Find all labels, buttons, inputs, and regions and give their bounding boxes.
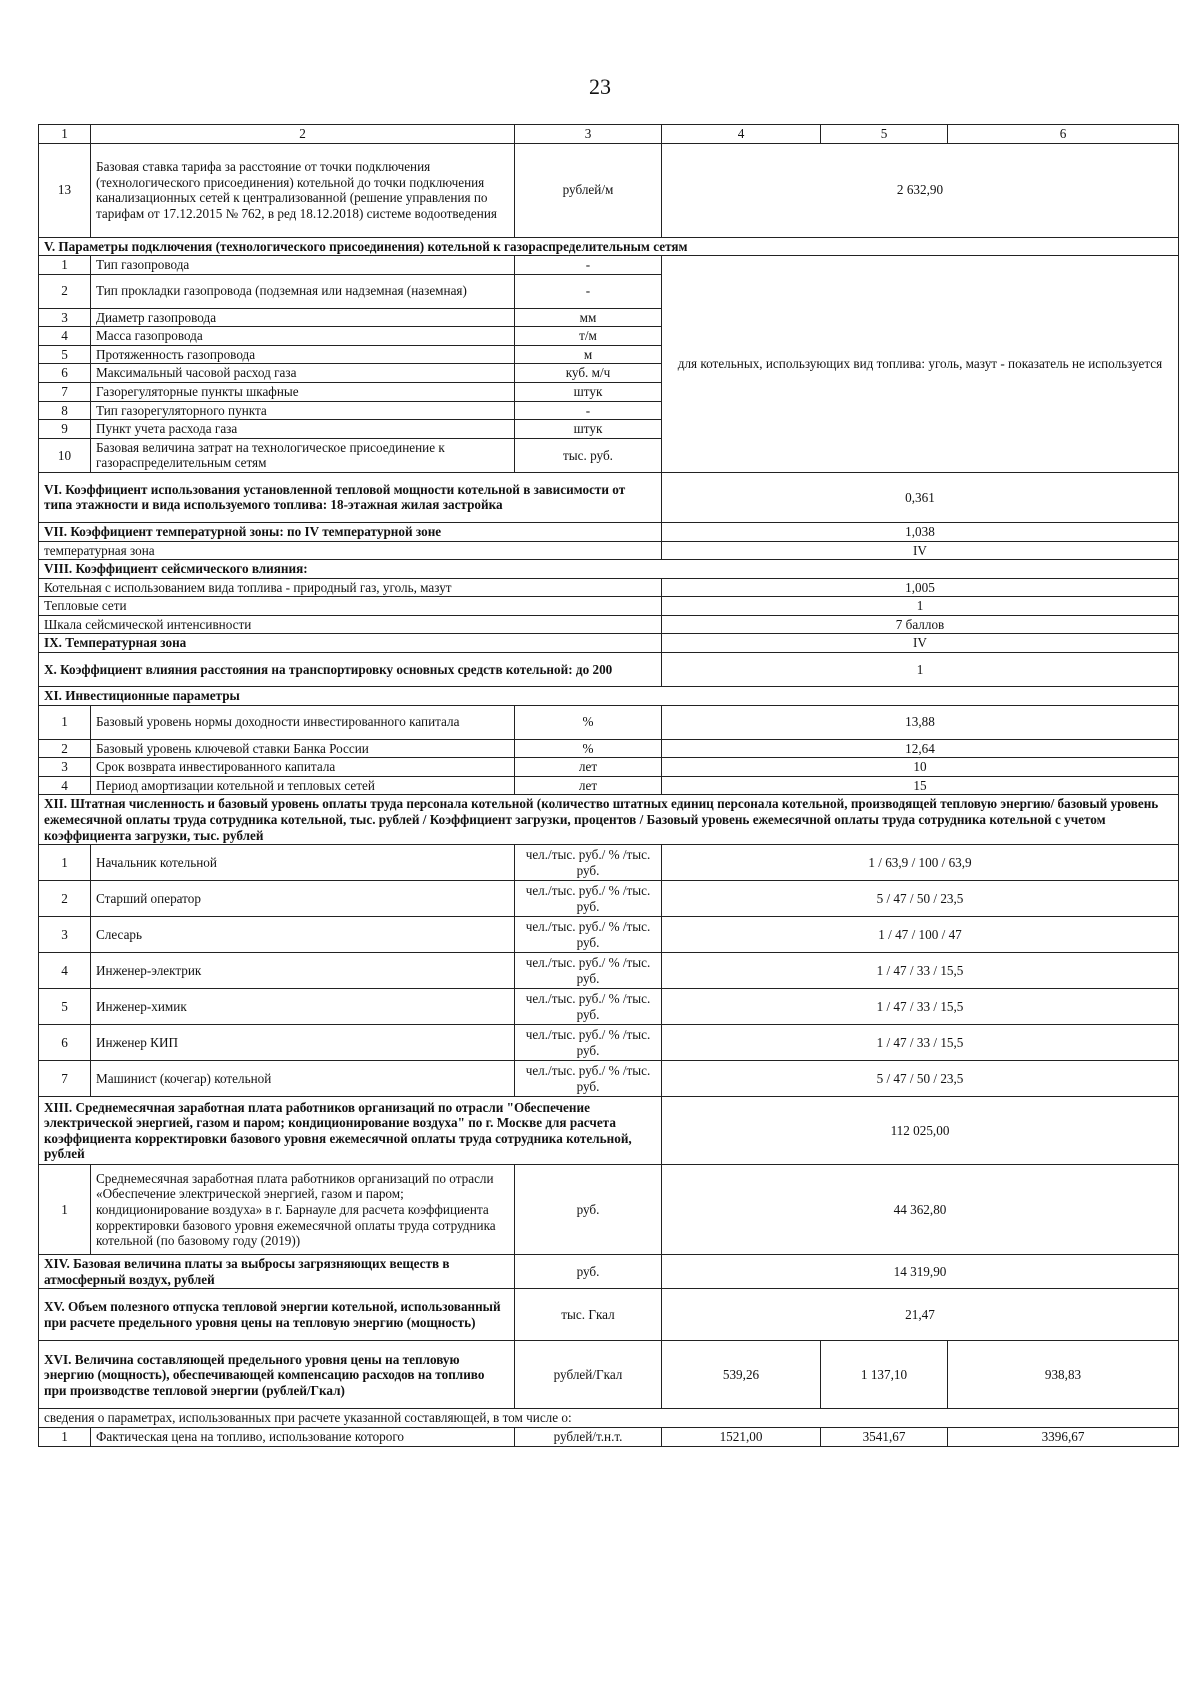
table-row — [39, 845, 1179, 881]
row-value: 1 / 47 / 33 / 15,5 — [662, 1025, 1179, 1061]
row-unit: % — [515, 705, 662, 739]
header-cell: 1 — [39, 125, 91, 144]
row-value: IV — [662, 541, 1179, 560]
table-row — [39, 739, 1179, 758]
row-number: 2 — [39, 881, 91, 917]
row-unit: - — [515, 401, 662, 420]
row-text: Тип газорегуляторного пункта — [91, 401, 515, 420]
row-value: 44 362,80 — [662, 1165, 1179, 1255]
row-unit: % — [515, 739, 662, 758]
row-number: 2 — [39, 274, 91, 308]
section-title-row — [39, 1341, 1179, 1409]
section-unit: рублей/Гкал — [515, 1341, 662, 1409]
row-number: 1 — [39, 1165, 91, 1255]
details-title: сведения о параметрах, использованных при расчете указанной составляющей, в том числе о: — [39, 1409, 1179, 1428]
row-unit: лет — [515, 776, 662, 795]
row-number: 4 — [39, 776, 91, 795]
row-number: 13 — [39, 143, 91, 237]
row-unit: т/м — [515, 327, 662, 346]
header-cell: 6 — [948, 125, 1179, 144]
row-text: Инженер-электрик — [91, 953, 515, 989]
section-title: XII. Штатная численность и базовый уровень оплаты труда персонала котельной (количество штатных единиц персонала котельной, производящей тепловую энергию/ базовый уровень ежемесячной оплаты труда сотрудника котельной, тыс. рублей / Коэффициент загрузки, процентов / Базовый уровень ежемесячной оплаты труда сотрудника котельной с учетом коэффициента загрузки, тыс. рублей — [39, 795, 1179, 845]
section-unit: тыс. Гкал — [515, 1289, 662, 1341]
section-title: V. Параметры подключения (технологического присоединения) котельной к газораспределительным сетям — [39, 237, 1179, 256]
row-number: 3 — [39, 917, 91, 953]
section-title-row — [39, 1255, 1179, 1289]
row-unit: куб. м/ч — [515, 364, 662, 383]
table-row — [39, 705, 1179, 739]
section-title: VI. Коэффициент использования установленной тепловой мощности котельной в зависимости от типа этажности и вида используемого топлива: 18-этажная жилая застройка — [39, 472, 662, 522]
section-title: XIV. Базовая величина платы за выбросы загрязняющих веществ в атмосферный воздух, рублей — [39, 1255, 515, 1289]
section-value: 14 319,90 — [662, 1255, 1179, 1289]
row-number: 2 — [39, 739, 91, 758]
section-title-row — [39, 1097, 1179, 1165]
section-title: XV. Объем полезного отпуска тепловой энергии котельной, использованный при расчете предельного уровня цены на тепловую энергию (мощность) — [39, 1289, 515, 1341]
value-col-4: 539,26 — [662, 1341, 821, 1409]
row-text: Масса газопровода — [91, 327, 515, 346]
table-row — [39, 758, 1179, 777]
row-number: 8 — [39, 401, 91, 420]
row-value: 15 — [662, 776, 1179, 795]
section-title-row — [39, 1289, 1179, 1341]
row-text: Диаметр газопровода — [91, 308, 515, 327]
table-row — [39, 143, 1179, 237]
table-row — [39, 1061, 1179, 1097]
row-number: 5 — [39, 345, 91, 364]
row-unit: чел./тыс. руб./ % /тыс. руб. — [515, 845, 662, 881]
row-number: 7 — [39, 1061, 91, 1097]
header-cell: 5 — [821, 125, 948, 144]
header-cell: 4 — [662, 125, 821, 144]
section-title-row — [39, 634, 1179, 653]
table-row — [39, 597, 1179, 616]
row-text: Инженер КИП — [91, 1025, 515, 1061]
value-col-6: 3396,67 — [948, 1428, 1179, 1447]
row-unit: чел./тыс. руб./ % /тыс. руб. — [515, 1061, 662, 1097]
section-unit: руб. — [515, 1255, 662, 1289]
row-value: 1 / 47 / 33 / 15,5 — [662, 953, 1179, 989]
value-col-5: 1 137,10 — [821, 1341, 948, 1409]
section-title-row — [39, 1409, 1179, 1428]
section-title: VIII. Коэффициент сейсмического влияния: — [39, 560, 1179, 579]
row-number: 5 — [39, 989, 91, 1025]
section-title-row — [39, 472, 1179, 522]
table-row — [39, 615, 1179, 634]
row-value: 7 баллов — [662, 615, 1179, 634]
row-unit: чел./тыс. руб./ % /тыс. руб. — [515, 953, 662, 989]
table-row — [39, 541, 1179, 560]
row-number: 3 — [39, 758, 91, 777]
row-text: Инженер-химик — [91, 989, 515, 1025]
row-value: 1 / 47 / 100 / 47 — [662, 917, 1179, 953]
section-title-row — [39, 522, 1179, 541]
row-text: Машинист (кочегар) котельной — [91, 1061, 515, 1097]
table-row — [39, 578, 1179, 597]
header-cell: 3 — [515, 125, 662, 144]
row-text: Старший оператор — [91, 881, 515, 917]
row-value: 2 632,90 — [662, 143, 1179, 237]
section-title-row — [39, 237, 1179, 256]
tariff-parameters-table — [38, 124, 1179, 1447]
row-number: 10 — [39, 438, 91, 472]
row-text: Базовая ставка тарифа за расстояние от точки подключения (технологического присоединения) котельной до точки подключения канализационных сетей к централизованной (решение управления по тарифам от 17.12.2015 № 762, в ред 18.12.2018) системе водоотведения — [91, 143, 515, 237]
row-unit: чел./тыс. руб./ % /тыс. руб. — [515, 917, 662, 953]
row-text: Слесарь — [91, 917, 515, 953]
value-col-5: 3541,67 — [821, 1428, 948, 1447]
row-number: 4 — [39, 953, 91, 989]
section-value: 112 025,00 — [662, 1097, 1179, 1165]
value-col-6: 938,83 — [948, 1341, 1179, 1409]
row-number: 7 — [39, 383, 91, 402]
table-row — [39, 917, 1179, 953]
row-unit: чел./тыс. руб./ % /тыс. руб. — [515, 989, 662, 1025]
table-row — [39, 881, 1179, 917]
row-unit: - — [515, 256, 662, 275]
row-text: Котельная с использованием вида топлива - природный газ, уголь, мазут — [39, 578, 662, 597]
row-unit: чел./тыс. руб./ % /тыс. руб. — [515, 1025, 662, 1061]
row-unit: тыс. руб. — [515, 438, 662, 472]
row-value: 13,88 — [662, 705, 1179, 739]
row-number: 6 — [39, 1025, 91, 1061]
section-value: 1,038 — [662, 522, 1179, 541]
row-text: Базовый уровень нормы доходности инвестированного капитала — [91, 705, 515, 739]
section-value: 0,361 — [662, 472, 1179, 522]
table-row — [39, 989, 1179, 1025]
header-cell: 2 — [91, 125, 515, 144]
row-number: 3 — [39, 308, 91, 327]
section-title-row — [39, 686, 1179, 705]
row-unit: рублей/м — [515, 143, 662, 237]
row-value: 1 / 63,9 / 100 / 63,9 — [662, 845, 1179, 881]
row-value: 5 / 47 / 50 / 23,5 — [662, 881, 1179, 917]
row-text: Начальник котельной — [91, 845, 515, 881]
row-text: Среднемесячная заработная плата работников организаций по отрасли «Обеспечение электрической энергией, газом и паром; кондиционирование воздуха» в г. Барнауле для расчета коэффициента корректировки базового уровня ежемесячной оплаты труда сотрудника котельной (по базовому году (2019)) — [91, 1165, 515, 1255]
row-unit: м — [515, 345, 662, 364]
gas-note: для котельных, использующих вид топлива: уголь, мазут - показатель не используется — [662, 256, 1179, 473]
section-title: IX. Температурная зона — [39, 634, 662, 653]
section-value: 21,47 — [662, 1289, 1179, 1341]
row-value: 1,005 — [662, 578, 1179, 597]
row-unit: руб. — [515, 1165, 662, 1255]
section-title: XI. Инвестиционные параметры — [39, 686, 1179, 705]
section-title: XIII. Среднемесячная заработная плата работников организаций по отрасли "Обеспечение электрической энергией, газом и паром; кондиционирование воздуха" по г. Москве для расчета коэффициента корректировки базового уровня ежемесячной оплаты труда сотрудника котельной, рублей — [39, 1097, 662, 1165]
table-row — [39, 1428, 1179, 1447]
table-row — [39, 1165, 1179, 1255]
row-text: Фактическая цена на топливо, использование которого — [91, 1428, 515, 1447]
row-text: Пункт учета расхода газа — [91, 420, 515, 439]
row-number: 4 — [39, 327, 91, 346]
table-row — [39, 256, 1179, 275]
row-value: 1 / 47 / 33 / 15,5 — [662, 989, 1179, 1025]
row-unit: рублей/т.н.т. — [515, 1428, 662, 1447]
row-value: 1 — [662, 597, 1179, 616]
row-unit: штук — [515, 420, 662, 439]
table-row — [39, 776, 1179, 795]
row-value: 12,64 — [662, 739, 1179, 758]
row-unit: штук — [515, 383, 662, 402]
section-value: IV — [662, 634, 1179, 653]
section-title-row — [39, 795, 1179, 845]
table-row — [39, 1025, 1179, 1061]
row-text: Максимальный часовой расход газа — [91, 364, 515, 383]
section-value: 1 — [662, 652, 1179, 686]
row-text: Тепловые сети — [39, 597, 662, 616]
row-value: 10 — [662, 758, 1179, 777]
row-text: Шкала сейсмической интенсивности — [39, 615, 662, 634]
row-text: Срок возврата инвестированного капитала — [91, 758, 515, 777]
value-col-4: 1521,00 — [662, 1428, 821, 1447]
row-number: 6 — [39, 364, 91, 383]
row-value: 5 / 47 / 50 / 23,5 — [662, 1061, 1179, 1097]
row-number: 1 — [39, 705, 91, 739]
row-text: Газорегуляторные пункты шкафные — [91, 383, 515, 402]
row-text: Период амортизации котельной и тепловых сетей — [91, 776, 515, 795]
row-number: 1 — [39, 256, 91, 275]
section-title-row — [39, 560, 1179, 579]
row-text: Базовая величина затрат на технологическое присоединение к газораспределительным сетям — [91, 438, 515, 472]
row-text: Тип газопровода — [91, 256, 515, 275]
row-unit: - — [515, 274, 662, 308]
section-title: VII. Коэффициент температурной зоны: по IV температурной зоне — [39, 522, 662, 541]
row-text: температурная зона — [39, 541, 662, 560]
row-number: 1 — [39, 1428, 91, 1447]
row-text: Базовый уровень ключевой ставки Банка России — [91, 739, 515, 758]
table-row — [39, 953, 1179, 989]
row-unit: лет — [515, 758, 662, 777]
row-unit: чел./тыс. руб./ % /тыс. руб. — [515, 881, 662, 917]
page-number: 23 — [589, 74, 611, 99]
section-title: X. Коэффициент влияния расстояния на транспортировку основных средств котельной: до 200 — [39, 652, 662, 686]
header-row — [39, 125, 1179, 144]
section-title: XVI. Величина составляющей предельного уровня цены на тепловую энергию (мощность), обеспечивающей компенсацию расходов на топливо при производстве тепловой энергии (рублей/Гкал) — [39, 1341, 515, 1409]
row-number: 9 — [39, 420, 91, 439]
section-title-row — [39, 652, 1179, 686]
row-text: Тип прокладки газопровода (подземная или надземная (наземная) — [91, 274, 515, 308]
row-text: Протяженность газопровода — [91, 345, 515, 364]
row-number: 1 — [39, 845, 91, 881]
row-unit: мм — [515, 308, 662, 327]
